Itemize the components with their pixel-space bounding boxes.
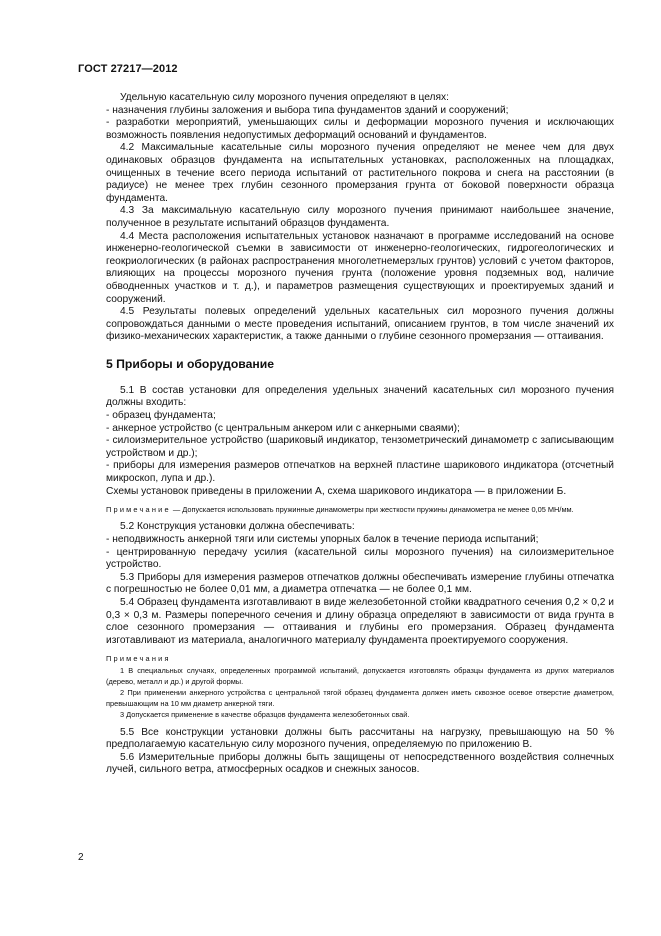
clause-4-3: 4.3 За максимальную касательную силу морозного пучения принимают наибольшее значение, полученное в результате испытаний образцов фундамента. — [106, 205, 614, 229]
clause-5-1-schemes: Схемы установок приведены в приложении А, схема шарикового индикатора — в приложении Б. — [106, 485, 567, 497]
standard-header: ГОСТ 27217—2012 — [78, 63, 178, 75]
clause-5-3: 5.3 Приборы для измерения размеров отпечатков должны обеспечивать измерение глубины отпечатка с погрешностью не более 0,01 мм, а диаметра отпечатка — не более 0,1 мм. — [106, 571, 614, 596]
clause-5-5: 5.5 Все конструкции установки должны быть рассчитаны на нагрузку, превышающую на 50 % предполагаемую касательную силу морозного пучения, определяемую по приложению В. — [106, 726, 614, 751]
clause-5-4: 5.4 Образец фундамента изготавливают в виде железобетонной стойки квадратного сечения 0,2 × 0,2 и 0,3 × 0,3 м. Размеры поперечного сечения и длину образца определяют в зависимости от вида грунта в слое сезонного промерзания — оттаивания и глубины его промерзания. Образец фундамента изготавливают из материала, аналогичного материалу фундамента проектируемого сооружения. — [106, 596, 614, 646]
note-1 — [106, 504, 614, 515]
clause-5-2-item: - неподвижность анкерной тяги или системы упорных балок в течение периода испытаний; — [106, 534, 539, 546]
clause-5-1-lead: 5.1 В состав установки для определения удельных значений касательных сил морозного пучения должны входить: — [106, 384, 614, 409]
clause-5-1-item: - приборы для измерения размеров отпечатков на верхней пластине шарикового индикатора (отсчетный микроскоп, лупа и др.). — [106, 460, 614, 485]
note-text: — Допускается использовать пружинные динамометры при жесткости пружины динамометра не менее 0,05 МН/мм. — [172, 505, 574, 515]
intro-item: - назначения глубины заложения и выбора типа фундаментов зданий и сооружений; — [106, 104, 509, 116]
note-item: 1 В специальных случаях, определенных программой испытаний, допускается изготовлять образцы фундамента из других материалов (дерево, металл и др.) и другой формы. — [106, 665, 614, 686]
notes-label: Примечания — [106, 654, 171, 664]
clause-5-1-item: - силоизмерительное устройство (шариковый индикатор, тензометрический динамометр с записывающим устройством и др.); — [106, 435, 614, 459]
clause-4-5: 4.5 Результаты полевых определений удельных касательных сил морозного пучения должны сопровождаться данными о месте проведения испытаний, описанием грунтов, в том числе значений их физико-механических характеристик, а также данными о глубине сезонного промерзания — оттаивания. — [106, 306, 614, 343]
clause-5-2-item: - центрированную передачу усилия (касательной силы морозного пучения) на силоизмерительное устройство. — [106, 546, 614, 571]
clause-4-4: 4.4 Места расположения испытательных установок назначают в программе исследований на основе инженерно-геологической съемки в зависимости от инженерно-геологических, гидрогеологических и геокриологических (в районах распространения многолетнемерзлых грунтов) условий с учетом факторов, влияющих на процессы морозного пучения грунта (положение уровня подземных вод, наличие обводненных участков и т. д.), и параметров размещения существующих и проектируемых зданий и сооружений. — [106, 230, 614, 305]
page-number: 2 — [78, 852, 84, 863]
clause-5-1-item: - образец фундамента; — [106, 410, 216, 422]
clause-5-1-item: - анкерное устройство (с центральным анкером или с анкерными сваями); — [106, 422, 460, 434]
clause-4-2: 4.2 Максимальные касательные силы морозного пучения определяют не менее чем для двух одинаковых образцов фундамента на испытательных установках, расположенных на площадках, очищенных в течение всего периода испытаний от растительного покрова и снега на расстоянии (в радиусе) не менее трех глубин сезонного промерзания грунта от боковой поверхности образца фундамента. — [106, 142, 614, 204]
note-label: Примечание — [106, 505, 171, 515]
note-item: 3 Допускается применение в качестве образцов фундамента железобетонных свай. — [120, 710, 410, 720]
intro-item: - разработки мероприятий, уменьшающих силы и деформации морозного пучения и исключающих возможность появления недопустимых деформаций оснований и фундаментов. — [106, 117, 614, 141]
intro-lead: Удельную касательную силу морозного пучения определяют в целях: — [120, 92, 449, 103]
clause-5-2-lead: 5.2 Конструкция установки должна обеспечивать: — [120, 521, 355, 533]
note-item: 2 При применении анкерного устройства с центральной тягой образец фундамента должен иметь сквозное осевое отверстие диаметром, превышающим на 10 мм диаметр анкерной тяги. — [106, 687, 614, 709]
clause-5-6: 5.6 Измерительные приборы должны быть защищены от непосредственного воздействия солнечных лучей, сильного ветра, атмосферных осадков и снежных заносов. — [106, 751, 614, 776]
document-body — [106, 92, 614, 777]
section-5-title: 5 Приборы и оборудование — [106, 356, 275, 371]
